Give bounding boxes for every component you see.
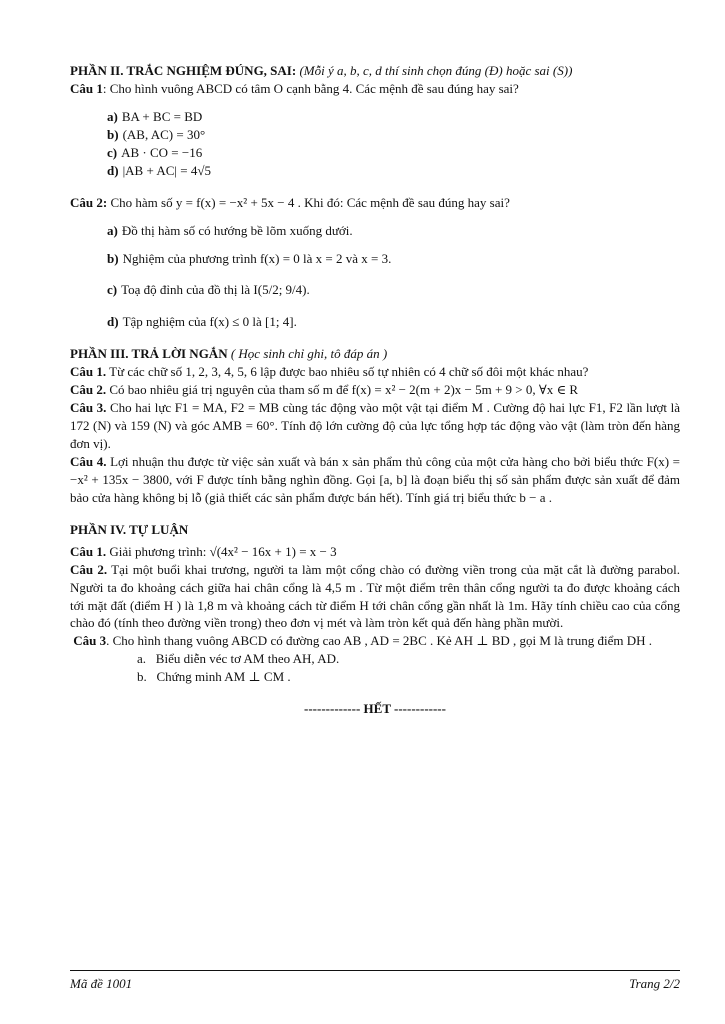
s4-q3-item-b [137,668,680,686]
s3-question-1 [70,363,680,381]
s4-question-1 [70,543,680,561]
s2-q1-option-b [107,126,680,144]
s3-question-2 [70,381,680,399]
option-label: a) [107,222,118,238]
option-label: d) [107,314,119,330]
s4-q3-item-a [137,650,680,668]
option-label: a) [107,108,118,124]
section-2-title: PHẦN II. TRẮC NGHIỆM ĐÚNG, SAI: [70,63,297,78]
option-text: Đồ thị hàm số có hướng bề lõm xuống dưới. [121,222,353,238]
option-label: b) [107,126,119,142]
question-label: Câu 4. [70,453,107,469]
question-label: Câu 1. [70,543,107,559]
question-text: Giải phương trình: √(4x² − 16x + 1) = x − 3 [109,543,337,559]
question-text: Cho hai lực F1 = MA, F2 = MB cùng tác động vào một vật tại điểm M . Cường độ hai lực F1, F2 lần lượt là 172 (N) và 159 (N) và góc AMB = 60°. Tính độ lớn cường độ của lực tổng hợp tác động vào vật (làm tròn đến hàng đơn vị). [70,400,680,451]
s2-q1-option-c [107,144,680,162]
section-2-heading [70,62,680,80]
question-label: Câu 3 [73,633,107,649]
question-text: Tại một buổi khai trương, người ta làm một cổng chào có đường viền trong của mặt cắt là đường parabol. Người ta đo khoảng cách giữa hai chân cổng là 4,5 m . Từ một điểm trên thân cổng người ta đo được khoảng cách tới mặt đất (điểm H ) là 1,8 m và khoảng cách từ điểm H tới chân cổng gần nhất là 1m. Hãy tính chiều cao của cổng chào đó (tính theo đường viền trong) theo đơn vị mét và làm tròn kết quả đến hàng phần mười. [70,561,681,631]
section-3-heading [70,345,680,363]
question-text: Lợi nhuận thu được từ việc sản xuất và bán x sản phẩm thủ công của một cửa hàng cho bởi biểu thức F(x) = −x² + 135x − 3800, với F được tính bằng nghìn đồng. Gọi [a, b] là đoạn biểu thị số sản phẩm được sản xuất để đảm bảo cửa hàng không bị lỗ (giả thiết các sản phẩm được bán hết). Tính giá trị biểu thức b − a . [70,453,681,505]
end-marker: ------------- HẾT ------------ [304,701,446,717]
question-label: Câu 3. [70,400,107,416]
s4-question-2 [70,561,680,633]
section-4-heading: PHẦN IV. TỰ LUẬN [70,521,189,537]
question-text: Có bao nhiêu giá trị nguyên của tham số m để f(x) = x² − 2(m + 2)x − 5m + 9 > 0, ∀x ∈ R [109,382,579,398]
s2-q2-option-b [107,250,680,268]
s2-question-2 [70,194,680,212]
exam-code: Mã đề 1001 [70,976,133,991]
option-text: Toạ độ đỉnh của đồ thị là I(5/2; 9/4). [121,282,310,298]
s2-q2-option-d [107,313,680,331]
s2-q2-label: Câu 2: [70,194,108,210]
s2-q1-option-d [107,162,680,180]
s2-q2-option-a [107,222,680,240]
s2-q1-text: : Cho hình vuông ABCD có tâm O cạnh bằng 4. Các mệnh đề sau đúng hay sai? [102,80,519,96]
s2-q2-option-c [107,281,680,299]
option-label: d) [107,162,119,178]
item-text: Biểu diễn véc tơ AM theo AH, AD. [155,651,340,667]
s3-question-3 [70,399,680,453]
option-expr: |AB + AC| = 4√5 [122,162,211,178]
page-number: Trang 2/2 [629,976,680,991]
question-label: Câu 2. [70,382,107,398]
option-label: c) [107,144,118,160]
s4-question-3 [70,632,680,650]
item-text: Chứng minh AM ⊥ CM . [156,669,291,685]
s2-q1-label: Câu 1 [70,80,103,96]
s2-q2-text: Cho hàm số y = f(x) = −x² + 5x − 4 . Khi đó: Các mệnh đề sau đúng hay sai? [110,194,510,210]
exam-page [70,62,680,731]
option-label: c) [107,282,118,298]
option-expr: (AB, AC) = 30° [122,126,206,142]
question-text: . Cho hình thang vuông ABCD có đường cao AB , AD = 2BC . Kẻ AH ⊥ BD , gọi M là trung điểm DH . [106,633,653,649]
s2-q1-option-a [107,108,680,126]
section-2-note: (Mỗi ý a, b, c, d thí sinh chọn đúng (Đ) hoặc sai (S)) [299,63,573,78]
page-footer [70,970,680,993]
section-3-note: ( Học sinh chỉ ghi, tô đáp án ) [230,346,388,362]
item-label: a. [137,651,147,667]
question-label: Câu 1. [70,364,107,380]
option-expr: AB · CO = −16 [121,144,203,160]
option-text: Tập nghiệm của f(x) ≤ 0 là [1; 4]. [122,314,297,330]
section-3-title: PHẦN III. TRẢ LỜI NGẮN [70,346,228,362]
item-label: b. [137,669,147,685]
question-label: Câu 2. [70,561,108,577]
option-label: b) [107,250,119,266]
option-text: Nghiệm của phương trình f(x) = 0 là x = 2 và x = 3. [122,250,392,266]
s3-question-4 [70,453,680,507]
question-text: Từ các chữ số 1, 2, 3, 4, 5, 6 lập được bao nhiêu số tự nhiên có 4 chữ số đôi một khác nhau? [109,364,589,380]
option-expr: BA + BC = BD [121,108,203,124]
s2-question-1 [70,80,680,98]
